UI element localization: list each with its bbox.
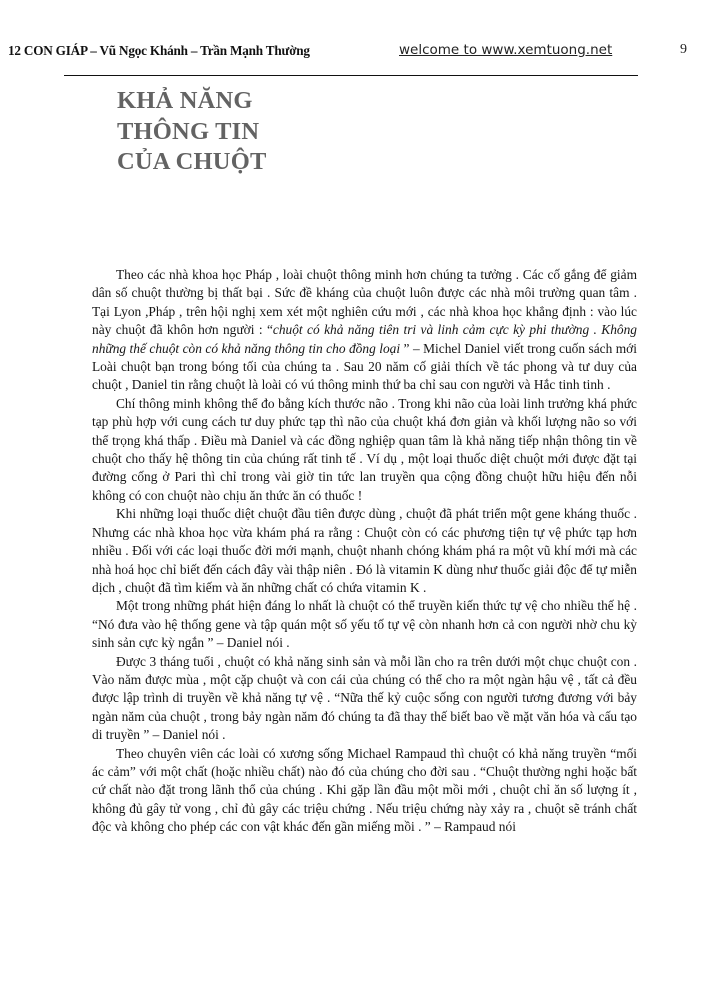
website-link[interactable]: welcome to www.xemtuong.net: [399, 42, 613, 58]
title-line: THÔNG TIN: [117, 117, 260, 145]
paragraph: Khi những loại thuốc diệt chuột đầu tiên được dùng , chuột đã phát triển một gene kháng thuốc . Nhưng các nhà khoa học vừa khám phá ra rằng : Chuột còn có các phương tiện tự vệ phức tạp hơn nhiều . Đối với các loại thuốc đời mới mạnh, chuột nhanh chóng khám phá ra một vũ khí mới mà các nhà hoá học chỉ biết đến cách đây vài thập niên . Đó là vitamin K dùng như thuốc giải độc để tự miễn dịch , chuột đã tìm kiếm và ăn những chất có chứa vitamin K .: [92, 506, 637, 595]
book-info: 12 CON GIÁP – Vũ Ngọc Khánh – Trần Mạnh Thường: [8, 43, 310, 58]
paragraph: Chí thông minh không thể đo bằng kích thước não . Trong khi não của loài linh trưởng khá phức tạp phù hợp với cung cách tư duy phức tạp thì não của chuột khá đơn giản và khối lượng não so với thể trọng khá thấp . Điều mà Daniel và các đồng nghiệp quan tâm là khả năng tiếp nhận thông tin về chuột cho thấy hệ thông tin của chúng rất tinh tế . Ví dụ , một loại thuốc diệt chuột mới được đặt tại đường cống ở Pari thì chỉ trong vài giờ tin tức lan truyền qua cộng đồng chuột hữu hiệu đến nỗi không có con chuột nào chịu ăn thức ăn có thuốc !: [92, 395, 637, 503]
title-line: CỦA CHUỘT: [117, 148, 267, 175]
article-title: [117, 86, 267, 178]
article-body: [92, 266, 637, 837]
paragraph: [92, 266, 637, 395]
quote-italic: chuột có khả năng tiên tri và linh cảm cực kỳ phi thường . Không những thế chuột còn có khả năng thông tin cho đồng loại: [92, 322, 637, 356]
page-number: 9: [680, 42, 687, 57]
paragraph: Được 3 tháng tuổi , chuột có khả năng sinh sản và mỗi lần cho ra trên dưới một chục chuột con . Vào năm được mùa , một cặp chuột và con cái của chúng có thể cho ra một ngàn hậu vệ , tất cả đều được lập trình di truyền về khả năng tự vệ . “Nữa thế kỷ cuộc sống con người tương đương với bảy ngàn năm của chuột , trong bảy ngàn năm đó chúng ta đã thay thế biết bao về mặt văn hóa và cấu tạo di truyền ” – Daniel nói .: [92, 653, 637, 743]
title-line: KHẢ NĂNG: [117, 87, 253, 114]
paragraph: Theo chuyên viên các loài có xương sống Michael Rampaud thì chuột có khả năng truyền “mối ác cảm” với một chất (hoặc nhiều chất) nào đó của chúng cho đời sau . “Chuột thường nghi hoặc bất cứ chất nào đặt trong lãnh thổ của chúng . Khi gặp lần đầu một mồi mới , chuột chỉ ăn số lượng ít , không đủ gây tử vong , chỉ đủ gây các triệu chứng . Nếu triệu chứng này xảy ra , chuột sẽ tránh chất độc và không cho phép các con vật khác đến gần miếng mồi . ” – Rampaud nói: [92, 745, 637, 835]
paragraph-text: Theo các nhà khoa học Pháp , loài chuột thông minh hơn chúng ta tưởng . Các cố gắng để giảm dân số chuột thường bị thất bại . Sức đề kháng của chuột luôn được các nhà môi trường quan tâm . Tại Lyon ,Pháp , trên hội nghị xem xét một nghiên cứu mới , các nhà khoa học khẳng định : vào lúc này chuột đã khôn hơn người : “: [92, 267, 637, 338]
header-divider: [64, 75, 638, 76]
page-header: [0, 0, 702, 80]
paragraph: Một trong những phát hiện đáng lo nhất là chuột có thể truyền kiến thức tự vệ cho nhiều thế hệ . “Nó đưa vào hệ thống gene và tập quán một số yếu tố tự vệ còn nhanh hơn cả con người nhờ chu kỳ sinh sản cực kỳ ngắn ” – Daniel nói .: [92, 598, 637, 651]
paragraph-text: ” – Michel Daniel viết trong cuốn sách mới Loài chuột bạn trong bóng tối của chúng ta . Sau 20 năm cố giải thích về tác phong và tư duy của chuột , Daniel tin rằng chuột là loài có vú thông minh thứ ba chỉ sau con người và Hắc tinh tinh .: [92, 340, 637, 393]
